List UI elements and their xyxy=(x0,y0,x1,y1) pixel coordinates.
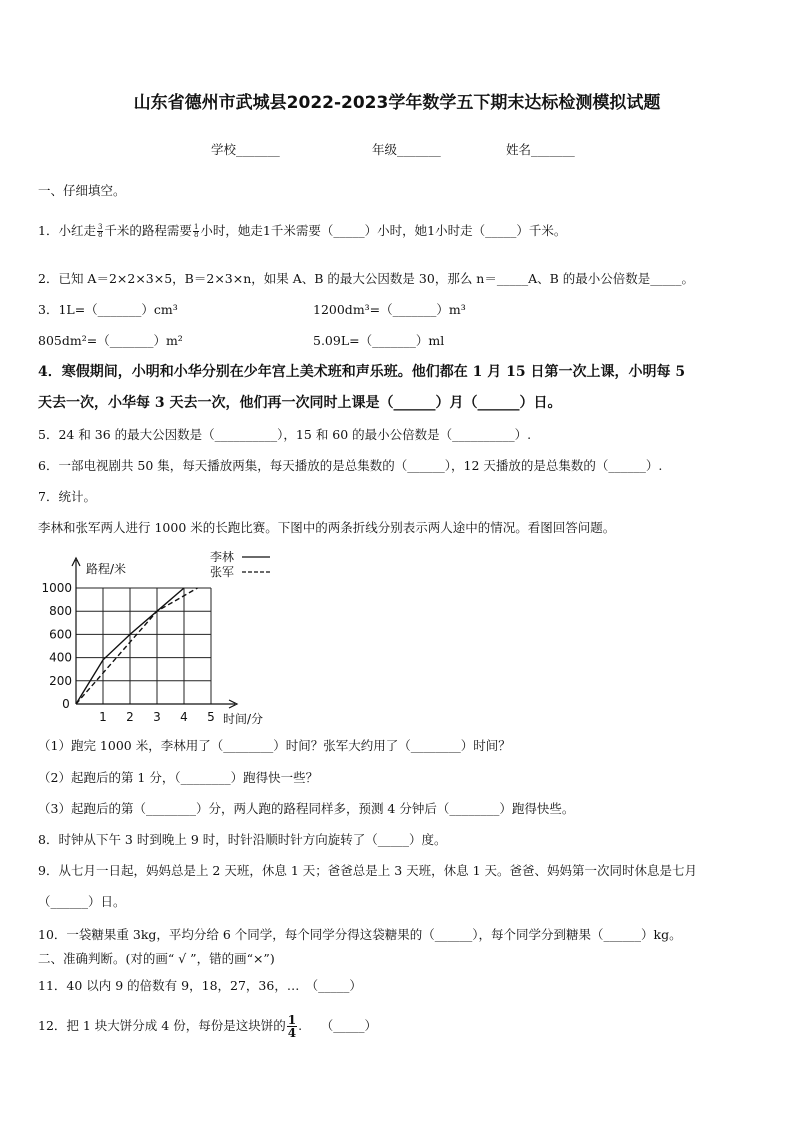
question-6: 6．一部电视剧共 50 集，每天播放两集，每天播放的是总集数的（______），12 天播放的是总集数的（______）. xyxy=(38,458,663,473)
legend-label-2: 张军 xyxy=(210,565,235,579)
x-axis-title: 时间/分 xyxy=(223,712,264,726)
question-2: 2．已知 A＝2×2×3×5，B＝2×3×n，如果 A、B 的最大公因数是 30，那么 n＝_____A、B 的最小公倍数是_____。 xyxy=(38,271,695,286)
y-tick-label: 800 xyxy=(49,604,72,619)
origin-label: 0 xyxy=(62,697,70,711)
q1-fraction-distance: $\frac{3}{8}$ xyxy=(97,223,103,239)
q1-fraction-time: $\frac{1}{8}$ xyxy=(193,223,199,239)
question-1 xyxy=(38,223,566,239)
question-7-heading: 7．统计。 xyxy=(38,489,96,504)
q12-part-a: 12．把 1 块大饼分成 4 份，每份是这块饼的 xyxy=(38,1018,286,1033)
series-line-2 xyxy=(76,588,198,704)
y-tick-label: 1000 xyxy=(41,581,72,595)
question-4-line-2: 天去一次，小华每 3 天去一次，他们再一次同时上课是（______）月（______）日。 xyxy=(38,395,562,411)
legend-label-1: 李林 xyxy=(210,550,235,564)
y-tick-label: 600 xyxy=(49,627,72,642)
section-1-heading: 一、仔细填空。 xyxy=(38,183,126,198)
page-title: 山东省德州市武城县2022-2023学年数学五下期末达标检测模拟试题 xyxy=(133,93,661,113)
y-tick-label: 200 xyxy=(49,673,72,688)
school-field: 学校_______ xyxy=(211,142,280,157)
name-field: 姓名_______ xyxy=(506,142,575,157)
question-3a: 3．1L=（_______）cm³ xyxy=(38,302,178,317)
question-8: 8．时钟从下午 3 时到晚上 9 时，时针沿顺时针方向旋转了（_____）度。 xyxy=(38,832,447,847)
x-tick-label: 5 xyxy=(207,710,215,724)
question-3c: 805dm²=（_______）m² xyxy=(38,333,183,348)
question-12 xyxy=(38,1014,377,1039)
question-3d: 5.09L=（_______）ml xyxy=(313,333,445,348)
y-tick-label: 400 xyxy=(49,650,72,665)
q1-part-a: 1．小红走 xyxy=(38,223,96,238)
question-9-line-1: 9．从七月一日起，妈妈总是上 2 天班，休息 1 天；爸爸总是上 3 天班，休息 1 天。爸爸、妈妈第一次同时休息是七月 xyxy=(38,863,698,878)
q1-part-b: 千米的路程需要 xyxy=(104,223,192,238)
x-tick-label: 3 xyxy=(153,710,161,724)
question-5: 5．24 和 36 的最大公因数是（__________），15 和 60 的最小公倍数是（__________）. xyxy=(38,427,532,442)
q12-fraction: $\frac{1}{4}$ xyxy=(287,1013,297,1040)
q1-part-c: 小时，她走1千米需要（_____）小时，她1小时走（_____）千米。 xyxy=(200,223,567,238)
question-11: 11．40 以内 9 的倍数有 9，18，27，36，… （_____） xyxy=(38,978,362,993)
x-tick-label: 2 xyxy=(126,710,134,724)
question-9-line-2: （______）日。 xyxy=(38,894,126,909)
question-7-description: 李林和张军两人进行 1000 米的长跑比赛。下图中的两条折线分别表示两人途中的情况。看图回答问题。 xyxy=(38,520,616,535)
grade-field: 年级_______ xyxy=(372,142,441,157)
question-7-sub-2: （2）起跑后的第 1 分，（________）跑得快一些？ xyxy=(38,770,319,785)
section-2-heading: 二、准确判断。(对的画“ √ ”，错的画“×”) xyxy=(38,951,275,966)
question-7-sub-3: （3）起跑后的第（________）分，两人跑的路程同样多，预测 4 分钟后（________）跑得快些。 xyxy=(38,801,575,816)
question-7-sub-1: （1）跑完 1000 米，李林用了（________）时间？张军大约用了（________）时间？ xyxy=(38,738,511,753)
q12-part-b: . （_____） xyxy=(298,1018,378,1033)
x-tick-label: 1 xyxy=(99,710,107,724)
race-line-chart xyxy=(30,548,290,726)
question-10: 10．一袋糖果重 3kg，平均分给 6 个同学，每个同学分得这袋糖果的（______），每个同学分到糖果（______）kg。 xyxy=(38,927,682,942)
question-3b: 1200dm³=（_______）m³ xyxy=(313,302,466,317)
question-4-line-1: 4．寒假期间，小明和小华分别在少年宫上美术班和声乐班。他们都在 1 月 15 日第一次上课，小明每 5 xyxy=(38,364,686,380)
x-tick-label: 4 xyxy=(180,710,188,724)
y-axis-title: 路程/米 xyxy=(86,562,127,576)
